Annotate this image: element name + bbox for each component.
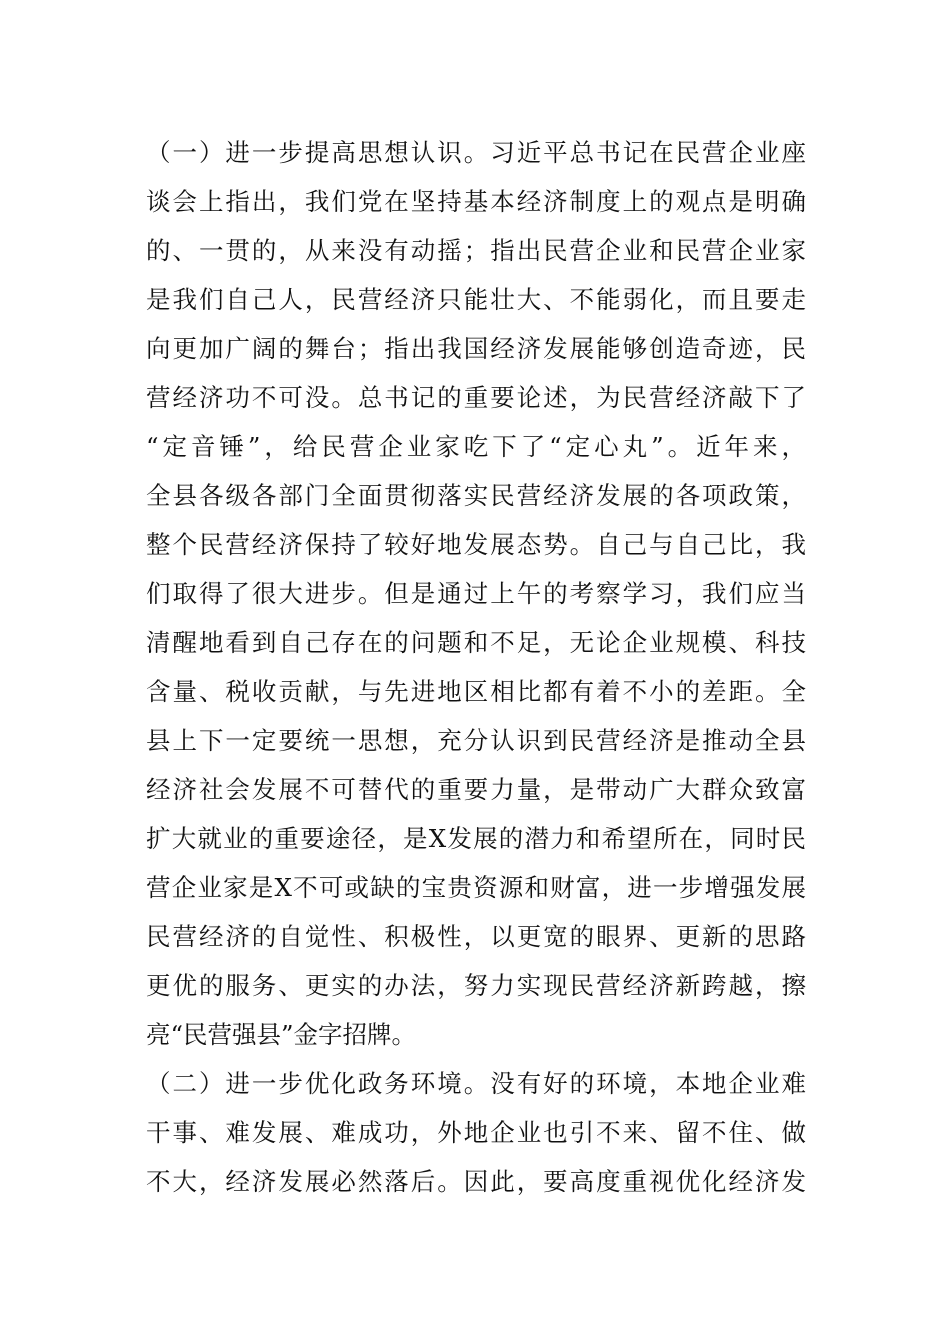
text-line: 县上下一定要统一思想，充分认识到民营经济是推动全县 <box>146 726 806 755</box>
text-line: 向更加广阔的舞台；指出我国经济发展能够创造奇迹，民 <box>146 334 806 363</box>
text-line: 是我们自己人，民营经济只能壮大、不能弱化，而且要走 <box>146 285 806 314</box>
text-line: 整个民营经济保持了较好地发展态势。自己与自己比，我 <box>146 530 806 559</box>
text-line: 扩大就业的重要途径，是X发展的潜力和希望所在，同时民 <box>146 824 806 853</box>
text-line: 谈会上指出，我们党在坚持基本经济制度上的观点是明确 <box>146 187 806 216</box>
text-line: 们取得了很大进步。但是通过上午的考察学习，我们应当 <box>146 579 806 608</box>
text-line: 不大，经济发展必然落后。因此，要高度重视优化经济发 <box>146 1167 806 1196</box>
text-line: （一）进一步提高思想认识。习近平总书记在民营企业座 <box>146 138 806 167</box>
text-line: 营企业家是X不可或缺的宝贵资源和财富，进一步增强发展 <box>146 873 806 902</box>
text-line: 清醒地看到自己存在的问题和不足，无论企业规模、科技 <box>146 628 806 657</box>
text-line: （二）进一步优化政务环境。没有好的环境，本地企业难 <box>146 1069 806 1098</box>
text-line: 营经济功不可没。总书记的重要论述，为民营经济敲下了 <box>146 383 806 412</box>
text-line: 民营经济的自觉性、积极性，以更宽的眼界、更新的思路 <box>146 922 806 951</box>
text-line: 经济社会发展不可替代的重要力量，是带动广大群众致富 <box>146 775 806 804</box>
text-line: 更优的服务、更实的办法，努力实现民营经济新跨越，擦 <box>146 971 806 1000</box>
text-line: 亮“民营强县”金字招牌。 <box>146 1020 417 1049</box>
text-line: 干事、难发展、难成功，外地企业也引不来、留不住、做 <box>146 1118 806 1147</box>
text-line: 的、一贯的，从来没有动摇；指出民营企业和民营企业家 <box>146 236 806 265</box>
text-line: “定音锤”，给民营企业家吃下了“定心丸”。近年来， <box>146 432 806 461</box>
text-line: 全县各级各部门全面贯彻落实民营经济发展的各项政策， <box>146 481 806 510</box>
text-line: 含量、税收贡献，与先进地区相比都有着不小的差距。全 <box>146 677 806 706</box>
